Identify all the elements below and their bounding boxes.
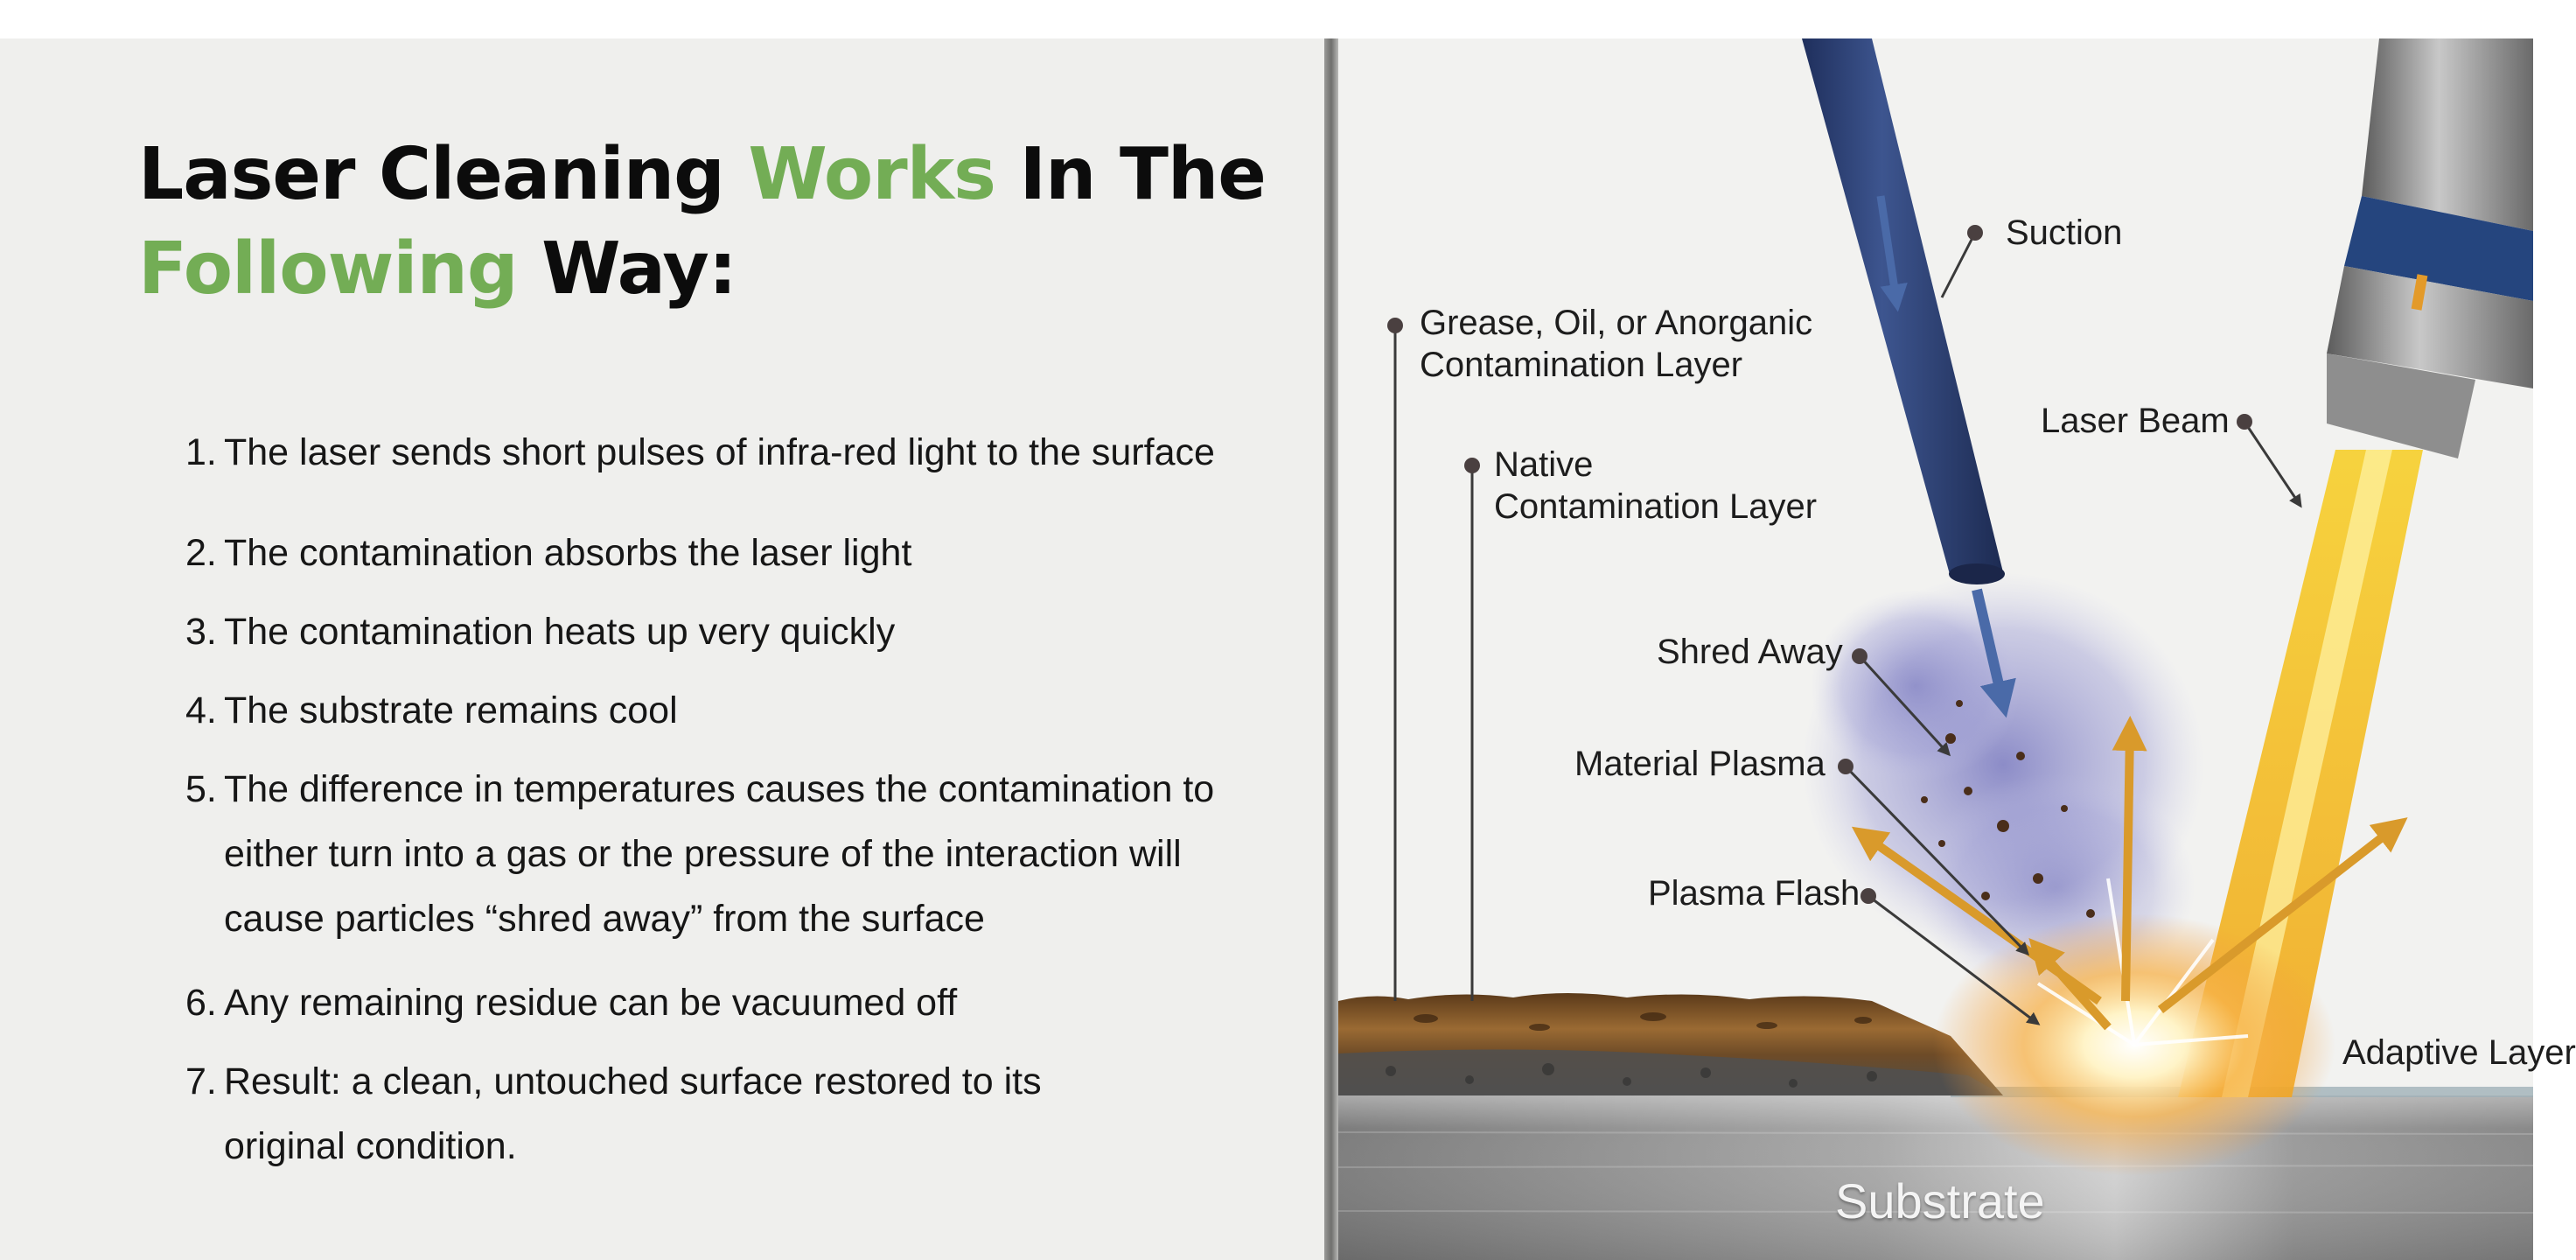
diagram-illustration bbox=[1338, 38, 2533, 1260]
text-panel bbox=[0, 38, 1324, 1260]
page-title bbox=[138, 128, 1275, 317]
title-part-3: In The bbox=[995, 133, 1266, 216]
step-text: The contamination absorbs the laser light bbox=[224, 532, 912, 574]
step-number: 4. bbox=[185, 690, 217, 732]
title-highlight-works: Works bbox=[748, 133, 995, 216]
step-number: 3. bbox=[185, 611, 217, 653]
label-shred-away: Shred Away bbox=[1657, 633, 1843, 671]
label-grease-line-1: Grease, Oil, or Anorganic bbox=[1420, 304, 1813, 342]
step-text: The substrate remains cool bbox=[224, 690, 678, 732]
step-number: 6. bbox=[185, 982, 217, 1024]
label-adaptive-layer: Adaptive Layer bbox=[2342, 1033, 2576, 1072]
label-material-plasma: Material Plasma bbox=[1574, 745, 1826, 783]
label-substrate: Substrate bbox=[1835, 1173, 2045, 1228]
page bbox=[0, 38, 2576, 1260]
step-text: Any remaining residue can be vacuumed off bbox=[224, 982, 958, 1024]
title-part-1: Laser Cleaning bbox=[138, 133, 749, 216]
step-number: 5. bbox=[185, 768, 217, 810]
panel-divider bbox=[1324, 38, 1338, 1260]
step-number: 7. bbox=[185, 1060, 217, 1102]
label-plasma-flash: Plasma Flash bbox=[1648, 874, 1860, 913]
step-text: The contamination heats up very quickly bbox=[224, 611, 896, 653]
step-number: 1. bbox=[185, 431, 217, 473]
laser-head bbox=[2327, 38, 2533, 458]
step-text: Result: a clean, untouched surface restored to its original condition. bbox=[224, 1060, 1042, 1167]
step-text: The difference in temperatures causes the contamination to either turn into a gas or the pressure of the interaction will cause particles “shred away” from the surface bbox=[224, 768, 1215, 940]
suction-tube bbox=[1802, 38, 2003, 578]
step-text: The laser sends short pulses of infra-red light to the surface bbox=[224, 431, 1215, 473]
label-native-line-2: Contamination Layer bbox=[1494, 487, 1818, 526]
title-part-5: Way: bbox=[517, 228, 736, 311]
label-grease-line-2: Contamination Layer bbox=[1420, 346, 1743, 384]
label-suction: Suction bbox=[2006, 214, 2123, 252]
label-laser-beam: Laser Beam bbox=[2041, 402, 2230, 440]
title-highlight-following: Following bbox=[138, 228, 518, 311]
laser-cleaning-diagram bbox=[1338, 38, 2576, 1260]
step-number: 2. bbox=[185, 532, 217, 574]
label-native-line-1: Native bbox=[1494, 445, 1594, 484]
